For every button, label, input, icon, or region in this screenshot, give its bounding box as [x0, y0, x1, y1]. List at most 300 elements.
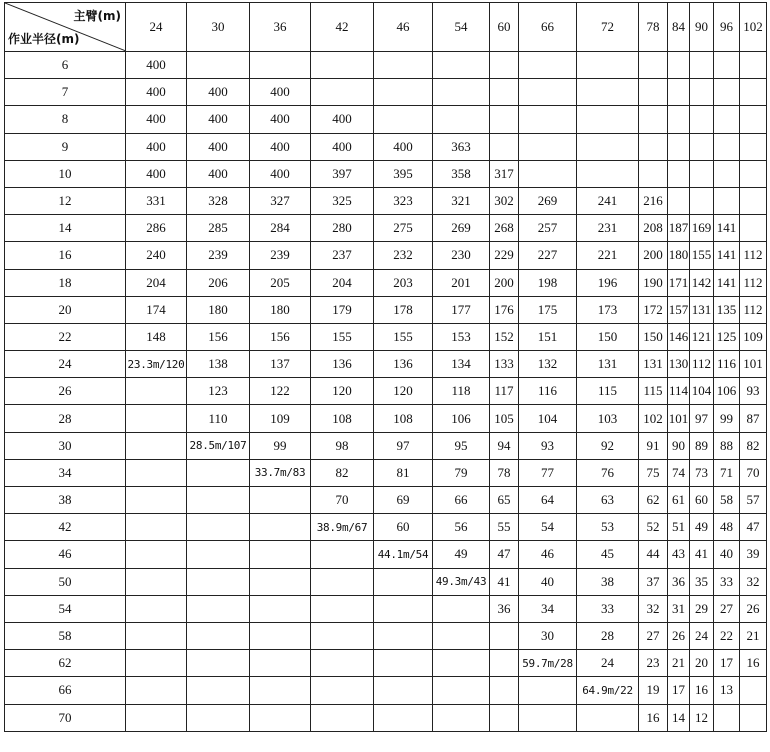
capacity-cell: 141	[714, 215, 740, 242]
capacity-cell	[639, 106, 668, 133]
table-row	[5, 351, 767, 378]
capacity-cell: 45	[577, 541, 639, 568]
capacity-cell: 400	[187, 106, 250, 133]
capacity-cell: 327	[250, 187, 311, 214]
capacity-cell	[690, 52, 714, 79]
capacity-cell: 138	[187, 351, 250, 378]
capacity-cell: 400	[250, 160, 311, 187]
radius-cell: 14	[5, 215, 126, 242]
capacity-cell: 115	[577, 378, 639, 405]
capacity-cell: 131	[577, 351, 639, 378]
capacity-cell: 232	[374, 242, 433, 269]
capacity-cell: 118	[433, 378, 490, 405]
capacity-cell	[250, 622, 311, 649]
capacity-cell	[740, 160, 767, 187]
capacity-cell	[714, 79, 740, 106]
capacity-cell: 63	[577, 487, 639, 514]
capacity-cell: 325	[311, 187, 374, 214]
capacity-cell: 241	[577, 187, 639, 214]
capacity-cell: 81	[374, 459, 433, 486]
table-row	[5, 323, 767, 350]
capacity-cell: 239	[250, 242, 311, 269]
radius-cell: 20	[5, 296, 126, 323]
capacity-cell	[577, 52, 639, 79]
capacity-cell	[187, 595, 250, 622]
capacity-cell	[126, 541, 187, 568]
radius-cell: 16	[5, 242, 126, 269]
capacity-cell	[311, 622, 374, 649]
capacity-cell: 400	[126, 79, 187, 106]
capacity-cell	[433, 650, 490, 677]
capacity-cell: 121	[690, 323, 714, 350]
table-row	[5, 160, 767, 187]
capacity-cell: 284	[250, 215, 311, 242]
capacity-cell: 34	[519, 595, 577, 622]
capacity-cell: 109	[740, 323, 767, 350]
capacity-cell: 40	[714, 541, 740, 568]
capacity-cell: 60	[374, 514, 433, 541]
capacity-cell: 99	[250, 432, 311, 459]
capacity-cell: 60	[690, 487, 714, 514]
capacity-cell: 13	[714, 677, 740, 704]
table-row	[5, 459, 767, 486]
capacity-cell	[490, 704, 519, 731]
capacity-cell	[311, 79, 374, 106]
capacity-cell: 64	[519, 487, 577, 514]
capacity-cell: 48	[714, 514, 740, 541]
capacity-cell: 400	[250, 79, 311, 106]
capacity-cell: 108	[311, 405, 374, 432]
capacity-cell: 117	[490, 378, 519, 405]
capacity-cell: 97	[690, 405, 714, 432]
capacity-cell: 155	[690, 242, 714, 269]
capacity-cell: 174	[126, 296, 187, 323]
capacity-cell: 24	[690, 622, 714, 649]
capacity-cell: 64.9m/22	[577, 677, 639, 704]
boom-length-header: 72	[577, 3, 639, 52]
capacity-cell: 58	[714, 487, 740, 514]
capacity-cell: 29	[690, 595, 714, 622]
boom-length-header: 54	[433, 3, 490, 52]
capacity-cell: 156	[250, 323, 311, 350]
capacity-cell	[490, 677, 519, 704]
capacity-cell	[490, 622, 519, 649]
capacity-cell	[668, 133, 690, 160]
capacity-cell: 17	[714, 650, 740, 677]
capacity-cell: 33	[577, 595, 639, 622]
capacity-cell: 395	[374, 160, 433, 187]
capacity-cell	[311, 568, 374, 595]
capacity-cell	[187, 677, 250, 704]
capacity-cell: 400	[126, 160, 187, 187]
capacity-cell: 131	[639, 351, 668, 378]
capacity-cell: 146	[668, 323, 690, 350]
capacity-cell	[187, 487, 250, 514]
capacity-cell: 104	[690, 378, 714, 405]
capacity-cell: 27	[639, 622, 668, 649]
capacity-cell	[374, 704, 433, 731]
capacity-cell: 105	[490, 405, 519, 432]
capacity-cell: 46	[519, 541, 577, 568]
capacity-cell: 41	[690, 541, 714, 568]
capacity-cell: 286	[126, 215, 187, 242]
capacity-cell	[250, 650, 311, 677]
capacity-cell: 89	[690, 432, 714, 459]
capacity-cell: 397	[311, 160, 374, 187]
capacity-cell: 208	[639, 215, 668, 242]
capacity-cell: 221	[577, 242, 639, 269]
capacity-cell	[374, 650, 433, 677]
capacity-cell: 21	[668, 650, 690, 677]
capacity-cell	[126, 704, 187, 731]
capacity-cell	[187, 650, 250, 677]
capacity-cell	[490, 650, 519, 677]
table-row	[5, 487, 767, 514]
capacity-cell	[577, 133, 639, 160]
capacity-cell: 33.7m/83	[250, 459, 311, 486]
capacity-cell: 12	[690, 704, 714, 731]
capacity-cell	[714, 133, 740, 160]
boom-length-header: 46	[374, 3, 433, 52]
radius-cell: 22	[5, 323, 126, 350]
capacity-cell: 155	[311, 323, 374, 350]
capacity-cell: 36	[490, 595, 519, 622]
capacity-cell: 24	[577, 650, 639, 677]
capacity-cell: 190	[639, 269, 668, 296]
capacity-cell: 400	[126, 106, 187, 133]
capacity-cell: 17	[668, 677, 690, 704]
capacity-cell	[374, 595, 433, 622]
capacity-cell	[187, 514, 250, 541]
radius-cell: 28	[5, 405, 126, 432]
capacity-cell: 323	[374, 187, 433, 214]
capacity-cell	[519, 677, 577, 704]
table-row	[5, 242, 767, 269]
capacity-cell	[126, 514, 187, 541]
capacity-cell: 103	[577, 405, 639, 432]
capacity-cell: 114	[668, 378, 690, 405]
capacity-cell: 43	[668, 541, 690, 568]
capacity-cell: 55	[490, 514, 519, 541]
capacity-cell: 51	[668, 514, 690, 541]
capacity-cell: 54	[519, 514, 577, 541]
boom-length-header: 78	[639, 3, 668, 52]
capacity-cell: 73	[690, 459, 714, 486]
capacity-cell: 175	[519, 296, 577, 323]
capacity-cell: 148	[126, 323, 187, 350]
capacity-cell: 16	[639, 704, 668, 731]
capacity-cell	[374, 106, 433, 133]
table-row	[5, 215, 767, 242]
corner-header	[5, 3, 126, 52]
capacity-cell	[740, 677, 767, 704]
capacity-cell: 49.3m/43	[433, 568, 490, 595]
capacity-cell: 26	[668, 622, 690, 649]
capacity-cell: 227	[519, 242, 577, 269]
capacity-cell: 28.5m/107	[187, 432, 250, 459]
capacity-cell	[577, 106, 639, 133]
capacity-cell: 328	[187, 187, 250, 214]
capacity-cell	[668, 52, 690, 79]
capacity-cell: 133	[490, 351, 519, 378]
capacity-cell: 41	[490, 568, 519, 595]
capacity-cell: 35	[690, 568, 714, 595]
boom-length-header: 42	[311, 3, 374, 52]
capacity-cell: 157	[668, 296, 690, 323]
capacity-cell: 400	[126, 52, 187, 79]
capacity-cell: 321	[433, 187, 490, 214]
radius-cell: 9	[5, 133, 126, 160]
capacity-cell	[577, 704, 639, 731]
capacity-cell: 93	[519, 432, 577, 459]
capacity-cell: 136	[311, 351, 374, 378]
capacity-cell: 400	[187, 133, 250, 160]
capacity-cell	[311, 52, 374, 79]
capacity-cell: 122	[250, 378, 311, 405]
capacity-cell: 110	[187, 405, 250, 432]
capacity-cell	[311, 677, 374, 704]
capacity-cell: 400	[250, 133, 311, 160]
capacity-cell	[690, 133, 714, 160]
capacity-cell: 152	[490, 323, 519, 350]
capacity-cell: 49	[690, 514, 714, 541]
capacity-cell: 95	[433, 432, 490, 459]
capacity-cell: 27	[714, 595, 740, 622]
radius-cell: 12	[5, 187, 126, 214]
capacity-cell: 275	[374, 215, 433, 242]
working-radius-label: 作业半径(m)	[8, 32, 80, 46]
capacity-cell: 331	[126, 187, 187, 214]
capacity-cell: 70	[740, 459, 767, 486]
capacity-cell	[311, 541, 374, 568]
header-row	[5, 3, 767, 52]
capacity-cell	[690, 187, 714, 214]
capacity-cell: 14	[668, 704, 690, 731]
capacity-cell: 79	[433, 459, 490, 486]
table-row	[5, 133, 767, 160]
capacity-cell: 120	[374, 378, 433, 405]
capacity-cell	[311, 704, 374, 731]
capacity-cell	[740, 79, 767, 106]
radius-cell: 7	[5, 79, 126, 106]
capacity-cell: 269	[519, 187, 577, 214]
capacity-cell	[519, 79, 577, 106]
capacity-cell: 132	[519, 351, 577, 378]
capacity-cell: 65	[490, 487, 519, 514]
capacity-cell: 123	[187, 378, 250, 405]
capacity-cell: 99	[714, 405, 740, 432]
boom-length-header: 96	[714, 3, 740, 52]
capacity-cell: 178	[374, 296, 433, 323]
capacity-cell	[433, 622, 490, 649]
capacity-cell: 97	[374, 432, 433, 459]
capacity-cell: 94	[490, 432, 519, 459]
capacity-cell	[490, 52, 519, 79]
capacity-cell: 205	[250, 269, 311, 296]
capacity-cell: 108	[374, 405, 433, 432]
capacity-cell: 141	[714, 242, 740, 269]
capacity-cell: 363	[433, 133, 490, 160]
capacity-cell	[187, 541, 250, 568]
capacity-cell: 112	[740, 269, 767, 296]
capacity-cell: 206	[187, 269, 250, 296]
table-row	[5, 106, 767, 133]
radius-cell: 54	[5, 595, 126, 622]
capacity-cell: 257	[519, 215, 577, 242]
capacity-cell: 59.7m/28	[519, 650, 577, 677]
capacity-cell	[250, 487, 311, 514]
capacity-cell	[250, 595, 311, 622]
capacity-cell: 47	[740, 514, 767, 541]
capacity-cell	[519, 704, 577, 731]
capacity-cell	[639, 79, 668, 106]
capacity-cell: 173	[577, 296, 639, 323]
capacity-cell	[740, 106, 767, 133]
table-row	[5, 296, 767, 323]
capacity-cell	[126, 405, 187, 432]
capacity-cell	[126, 378, 187, 405]
capacity-cell	[187, 459, 250, 486]
capacity-cell: 200	[490, 269, 519, 296]
capacity-cell	[490, 79, 519, 106]
radius-cell: 30	[5, 432, 126, 459]
capacity-cell	[250, 568, 311, 595]
capacity-cell	[577, 160, 639, 187]
capacity-cell: 400	[187, 160, 250, 187]
capacity-cell	[639, 160, 668, 187]
capacity-cell	[714, 52, 740, 79]
capacity-cell: 52	[639, 514, 668, 541]
capacity-cell: 179	[311, 296, 374, 323]
radius-cell: 46	[5, 541, 126, 568]
capacity-cell: 66	[433, 487, 490, 514]
capacity-cell: 400	[311, 133, 374, 160]
capacity-cell: 177	[433, 296, 490, 323]
capacity-cell: 106	[433, 405, 490, 432]
capacity-cell: 76	[577, 459, 639, 486]
capacity-cell	[250, 514, 311, 541]
table-row	[5, 677, 767, 704]
table-row	[5, 405, 767, 432]
capacity-cell: 285	[187, 215, 250, 242]
capacity-cell: 204	[126, 269, 187, 296]
boom-length-header: 36	[250, 3, 311, 52]
radius-cell: 6	[5, 52, 126, 79]
capacity-cell	[714, 160, 740, 187]
capacity-cell	[126, 650, 187, 677]
capacity-cell: 38	[577, 568, 639, 595]
capacity-cell: 40	[519, 568, 577, 595]
table-row	[5, 432, 767, 459]
capacity-cell: 230	[433, 242, 490, 269]
capacity-cell: 269	[433, 215, 490, 242]
capacity-cell: 57	[740, 487, 767, 514]
capacity-cell	[690, 106, 714, 133]
table-row	[5, 378, 767, 405]
capacity-cell: 90	[668, 432, 690, 459]
capacity-cell: 74	[668, 459, 690, 486]
capacity-cell	[374, 568, 433, 595]
capacity-cell: 88	[714, 432, 740, 459]
capacity-cell: 302	[490, 187, 519, 214]
capacity-cell: 26	[740, 595, 767, 622]
load-table-container	[4, 2, 767, 732]
capacity-cell	[668, 79, 690, 106]
table-row	[5, 595, 767, 622]
capacity-cell: 239	[187, 242, 250, 269]
capacity-cell: 92	[577, 432, 639, 459]
capacity-cell: 216	[639, 187, 668, 214]
capacity-cell: 125	[714, 323, 740, 350]
capacity-cell: 231	[577, 215, 639, 242]
capacity-cell: 400	[311, 106, 374, 133]
capacity-cell: 32	[639, 595, 668, 622]
radius-cell: 18	[5, 269, 126, 296]
load-capacity-table	[4, 2, 767, 732]
capacity-cell: 112	[690, 351, 714, 378]
capacity-cell	[374, 79, 433, 106]
capacity-cell: 28	[577, 622, 639, 649]
table-row	[5, 541, 767, 568]
capacity-cell	[126, 568, 187, 595]
capacity-cell: 240	[126, 242, 187, 269]
capacity-cell: 37	[639, 568, 668, 595]
capacity-cell: 180	[250, 296, 311, 323]
capacity-cell	[433, 52, 490, 79]
capacity-cell: 120	[311, 378, 374, 405]
capacity-cell	[668, 160, 690, 187]
capacity-cell: 156	[187, 323, 250, 350]
capacity-cell	[740, 187, 767, 214]
capacity-cell: 104	[519, 405, 577, 432]
capacity-cell	[690, 160, 714, 187]
capacity-cell: 91	[639, 432, 668, 459]
capacity-cell: 61	[668, 487, 690, 514]
radius-cell: 42	[5, 514, 126, 541]
capacity-cell: 82	[311, 459, 374, 486]
capacity-cell	[374, 52, 433, 79]
capacity-cell: 169	[690, 215, 714, 242]
capacity-cell	[126, 487, 187, 514]
capacity-cell	[668, 187, 690, 214]
radius-cell: 66	[5, 677, 126, 704]
radius-cell: 38	[5, 487, 126, 514]
capacity-cell: 172	[639, 296, 668, 323]
capacity-cell: 16	[740, 650, 767, 677]
capacity-cell	[187, 622, 250, 649]
capacity-cell	[639, 133, 668, 160]
radius-cell: 26	[5, 378, 126, 405]
capacity-cell: 150	[577, 323, 639, 350]
boom-length-header: 90	[690, 3, 714, 52]
capacity-cell: 116	[714, 351, 740, 378]
capacity-cell: 22	[714, 622, 740, 649]
capacity-cell	[250, 704, 311, 731]
capacity-cell: 23	[639, 650, 668, 677]
capacity-cell: 198	[519, 269, 577, 296]
table-row	[5, 622, 767, 649]
capacity-cell: 237	[311, 242, 374, 269]
capacity-cell: 70	[311, 487, 374, 514]
capacity-cell: 171	[668, 269, 690, 296]
capacity-cell: 101	[668, 405, 690, 432]
radius-cell: 58	[5, 622, 126, 649]
capacity-cell: 71	[714, 459, 740, 486]
capacity-cell: 101	[740, 351, 767, 378]
capacity-cell	[187, 704, 250, 731]
capacity-cell	[433, 677, 490, 704]
capacity-cell: 56	[433, 514, 490, 541]
